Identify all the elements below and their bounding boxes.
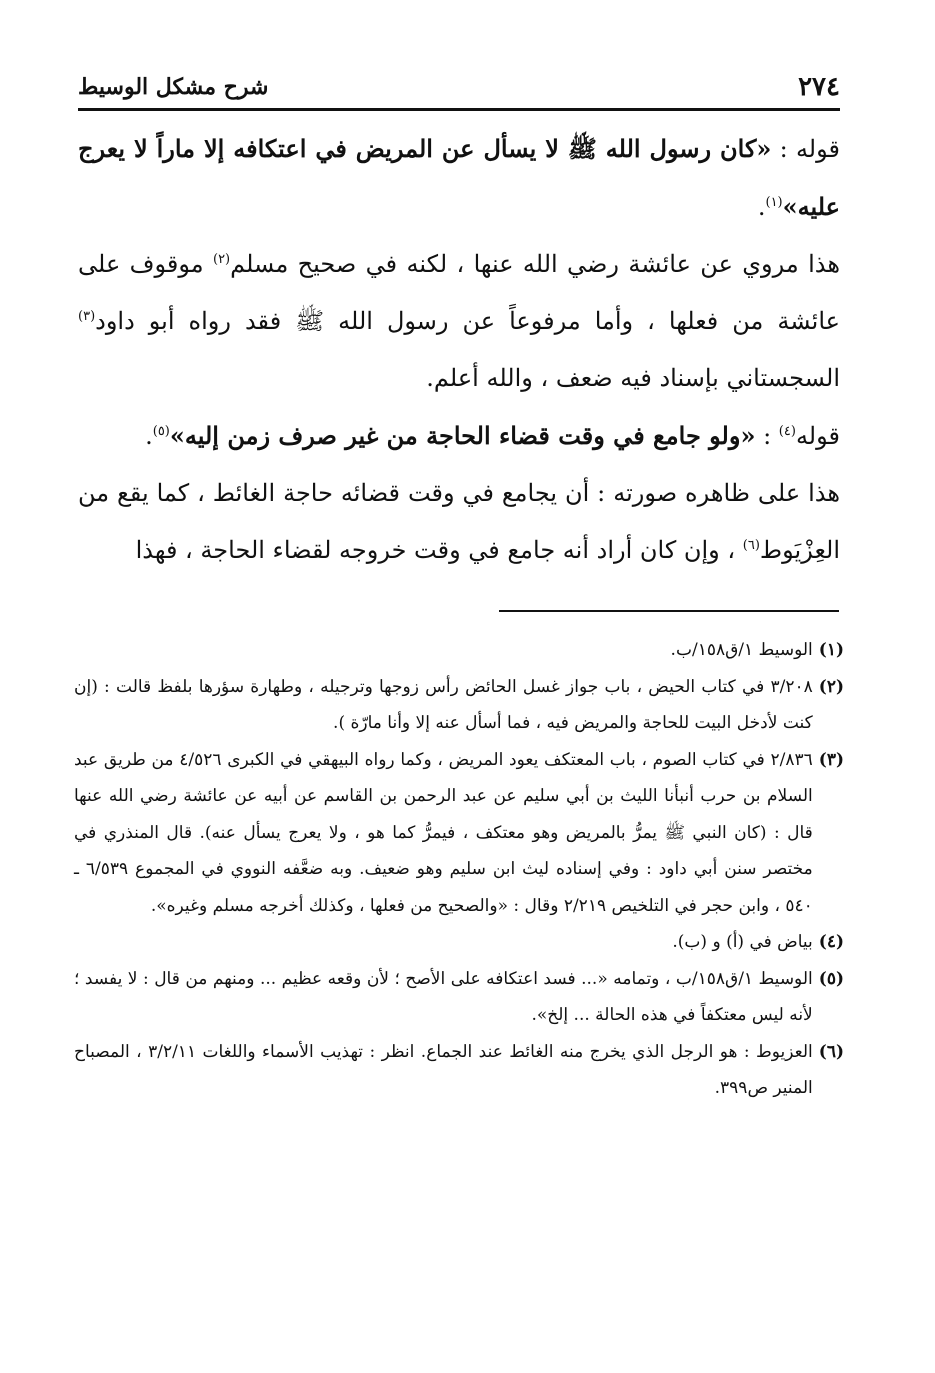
footnote-3	[74, 742, 844, 925]
p2-footnote-ref-a: (٢)	[212, 252, 231, 267]
footnote-number: (٣)	[818, 749, 844, 770]
p2-text-b: موقوف على عائشة من فعلها ، وأما مرفوعاً عن رسول الله ﷺ فقد رواه أبو داود	[78, 250, 840, 335]
paragraph-4	[78, 465, 840, 579]
footnote-5	[74, 961, 844, 1034]
paragraph-2	[78, 236, 840, 407]
footnote-number: (١)	[818, 640, 844, 660]
p3-footnote-ref-a: (٤)	[778, 424, 796, 439]
footnote-separator	[499, 610, 839, 612]
footnote-text: بياض في (أ) و (ب).	[672, 932, 813, 952]
p2-text-c: السجستاني بإسناد فيه ضعف ، والله أعلم.	[426, 364, 840, 392]
p3-footnote-ref-b: (٥)	[152, 424, 170, 439]
p3-prefix: قوله	[795, 422, 840, 450]
p1-footnote-ref: (١)	[765, 195, 783, 210]
footnote-text: ٢/٨٣٦ في كتاب الصوم ، باب المعتكف يعود المريض ، وكما رواه البيهقي في الكبرى ٤/٥٢٦ من طريق عبد السلام بن حرب أنبأنا الليث بن أبي سليم عن عبد الرحمن بن القاسم عن أبيه عن عائشة رضي الله عنها قال : (كان النبي ﷺ يمرُّ بالمريض وهو معتكف ، فيمرُّ كما هو ، ولا يعرج يسأل عنه). قال المنذري في مختصر سنن أبي داود : وفي إسناده ليث ابن سليم وهو ضعيف. وبه ضعَّفه النووي في المجموع ٦/٥٣٩ ـ ٥٤٠ ، وابن حجر في التلخيص ٢/٢١٩ وقال : «والصحيح من فعلها ، وكذلك أخرجه مسلم وغيره».	[74, 749, 813, 916]
footnotes	[74, 632, 844, 1107]
footnote-text: الوسيط ١/ق١٥٨/ب.	[670, 640, 813, 660]
footnote-6	[74, 1034, 844, 1107]
footnote-text: الوسيط ١/ق١٥٨/ب ، وتمامه «... فسد اعتكافه على الأصح ؛ لأن وقعه عظيم ... ومنهم من قال : لا يفسد ؛ لأنه ليس معتكفاً في هذه الحالة ... إلخ».	[74, 968, 813, 1025]
footnote-1	[74, 632, 844, 669]
footnote-number: (٢)	[818, 676, 844, 697]
paragraph-1	[78, 120, 840, 236]
footnote-number: (٦)	[818, 1041, 844, 1062]
p4-text-b: ، وإن كان أراد أنه جامع في وقت خروجه لقضاء الحاجة ، فهذا	[135, 536, 743, 564]
footnote-text: العزيوط : هو الرجل الذي يخرج منه الغائط عند الجماع. انظر : تهذيب الأسماء واللغات ٣/٢/١١ ، المصباح المنير ص٣٩٩.	[74, 1041, 813, 1098]
p1-prefix: قوله :	[771, 135, 840, 163]
p3-sep: :	[755, 422, 779, 450]
running-title: شرح مشكل الوسيط	[78, 74, 269, 100]
footnote-2	[74, 669, 844, 742]
p1-end: .	[757, 193, 766, 221]
page-header	[78, 66, 840, 111]
footnote-number: (٤)	[818, 932, 844, 952]
p2-text-a: هذا مروي عن عائشة رضي الله عنها ، لكنه في صحيح مسلم	[230, 250, 840, 278]
main-text	[78, 120, 840, 579]
p4-text-a: هذا على ظاهره صورته : أن يجامع في وقت قضائه حاجة الغائط ، كما يقع من العِزْيَوط	[78, 479, 840, 564]
footnote-text: ٣/٢٠٨ في كتاب الحيض ، باب جواز غسل الحائض رأس زوجها وترجيله ، وطهارة سؤرها بلفظ قالت : (إن كنت لأدخل البيت للحاجة والمريض فيه ، فما أسأل عنه إلا وأنا مارّة ).	[74, 676, 813, 733]
page-number: ٢٧٤	[798, 72, 840, 102]
p4-footnote-ref: (٦)	[742, 538, 760, 553]
p3-end: .	[145, 422, 153, 450]
footnote-number: (٥)	[818, 968, 844, 989]
p1-quote: «كان رسول الله ﷺ لا يسأل عن المريض في اعتكافه إلا ماراً لا يعرج عليه»	[78, 134, 840, 221]
p2-footnote-ref-b: (٣)	[78, 309, 96, 324]
footnote-4	[74, 924, 844, 961]
p3-quote: «ولو جامع في وقت قضاء الحاجة من غير صرف زمن إليه»	[169, 421, 756, 450]
paragraph-3	[78, 407, 840, 465]
